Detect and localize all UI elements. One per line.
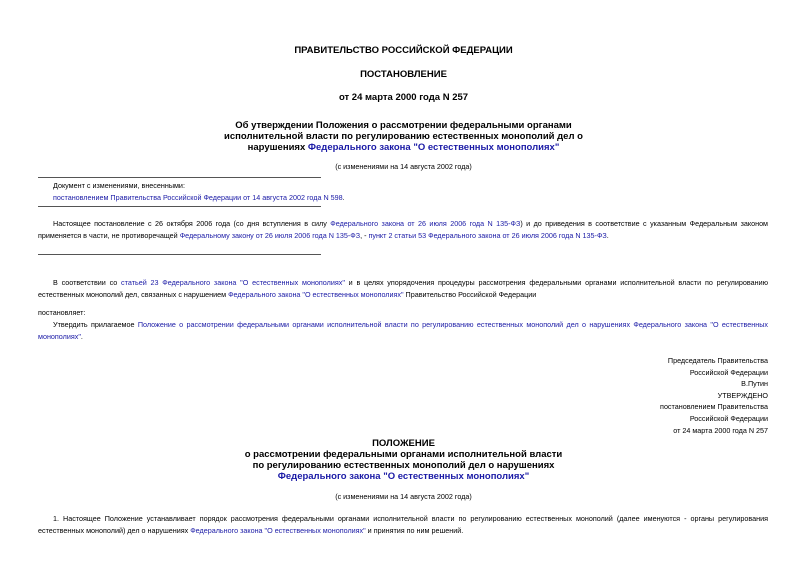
signature-line-2: Российской Федерации — [689, 367, 768, 377]
approved-line-3: Российской Федерации — [689, 413, 768, 423]
amend-decree-link[interactable]: постановлением Правительства Российской Федерации от 14 августа 2002 года N 598 — [53, 193, 343, 202]
regulation-title-line-2: по регулированию естественных монополий дел о нарушениях — [252, 460, 555, 471]
title-line-3-text: нарушениях — [247, 142, 308, 153]
regulation-law-link[interactable]: Федерального закона "О естественных монополиях" — [277, 471, 530, 482]
amend-block-tail: . — [342, 193, 345, 202]
header-date: от 24 марта 2000 года N 257 — [338, 92, 469, 103]
decree-text-2: . — [80, 331, 83, 341]
preamble-text-2: и в целях упорядочения процедуры рассмотрения федеральными органами исполнительной власти по регулированию естественных монополий дел, связанных с нарушением — [38, 278, 768, 299]
header-doc-type: ПОСТАНОВЛЕНИЕ — [360, 69, 447, 80]
regulation-title-line-1: о рассмотрении федеральными органами исполнительной власти — [244, 449, 563, 460]
note-text-4: . — [606, 230, 609, 240]
title-line-2: исполнительной власти по регулированию естественных монополий дел о — [224, 131, 583, 142]
signature-line-1: Председатель Правительства — [667, 356, 768, 365]
regulation-heading: ПОЛОЖЕНИЕ — [372, 438, 435, 449]
approved-line-4: от 24 марта 2000 года N 257 — [673, 425, 768, 435]
signature-block — [500, 355, 768, 436]
decree-label: постановляет: — [38, 308, 86, 317]
preamble-text-3: Правительство Российской Федерации — [403, 289, 537, 299]
note-paragraph — [38, 218, 768, 241]
regulation-heading-block — [0, 438, 807, 482]
amend-block-entry — [53, 192, 753, 204]
regulation-amend-note: (с изменениями на 14 августа 2002 года) — [335, 492, 472, 501]
note-text-2: ) и до приведения в соответствие с указанным Федеральным законом применяется в части, не противоречащей — [38, 219, 769, 240]
title-line-1: Об утверждении Положения о рассмотрении федеральными органами — [235, 120, 572, 131]
divider — [38, 254, 321, 255]
preamble-link-law[interactable]: Федерального закона "О естественных монополиях" — [228, 289, 404, 299]
clause-1-law-link[interactable]: Федерального закона "О естественных монополиях" — [190, 525, 366, 535]
title-amend-note: (с изменениями на 14 августа 2002 года) — [335, 162, 472, 171]
preamble-paragraph — [38, 277, 768, 300]
clause-1-paragraph — [38, 513, 768, 536]
note-text-1: Настоящее постановление с 26 октября 2006 года (со дня вступления в силу — [53, 219, 331, 228]
approved-line-1: УТВЕРЖДЕНО — [717, 390, 768, 400]
clause-1-text-2: и принятия по ним решений. — [365, 525, 464, 535]
preamble-link-article[interactable]: статьей 23 Федерального закона "О естественных монополиях" — [121, 278, 345, 287]
decree-paragraph — [38, 319, 768, 342]
amend-block-title: Документ с изменениями, внесенными: — [53, 181, 185, 190]
note-link-1[interactable]: Федерального закона от 26 июля 2006 года N 135-ФЗ — [330, 219, 521, 228]
note-link-3[interactable]: пункт 2 статьи 53 Федерального закона от 26 июля 2006 года N 135-ФЗ — [368, 230, 607, 240]
header-org: ПРАВИТЕЛЬСТВО РОССИЙСКОЙ ФЕДЕРАЦИИ — [294, 45, 513, 56]
title-line-3 — [0, 142, 807, 153]
divider — [38, 206, 321, 207]
approved-line-2: постановлением Правительства — [660, 402, 768, 412]
document-title — [0, 120, 807, 153]
note-text-3: , - — [360, 230, 369, 240]
title-law-link[interactable]: Федерального закона "О естественных монополиях" — [307, 142, 560, 153]
decree-regulation-link[interactable]: Положение о рассмотрении федеральными органами исполнительной власти по регулированию естественных монополий дел о нарушениях Федерального закона "О естественных монополиях" — [38, 320, 768, 341]
decree-text-1: Утвердить прилагаемое — [53, 320, 138, 329]
note-link-2[interactable]: Федеральному закону от 26 июля 2006 года N 135-ФЗ — [179, 230, 361, 240]
clause-1-text-1: 1. Настоящее Положение устанавливает порядок рассмотрения федеральными органами исполнительной власти по регулированию естественных монополий (далее именуются - органы регулирования естественных монополий) дел о нарушениях — [38, 514, 768, 535]
divider — [38, 177, 321, 178]
preamble-text-1: В соответствии со — [53, 278, 122, 287]
signature-line-3: В.Путин — [741, 379, 768, 389]
